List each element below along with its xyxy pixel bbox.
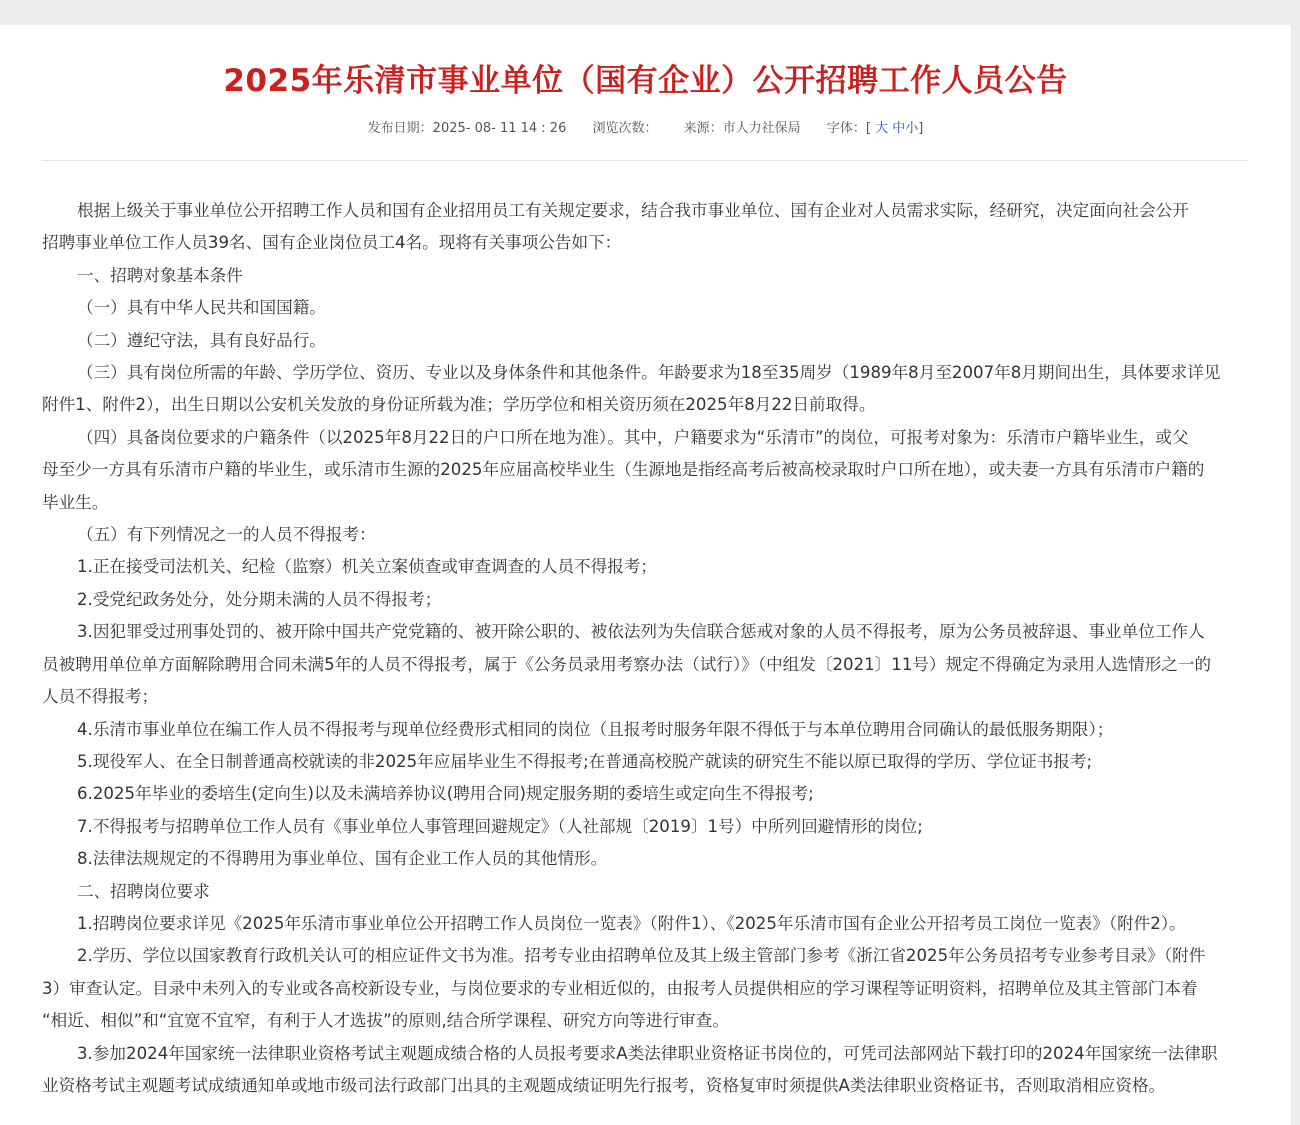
- article-page: [0, 25, 1291, 1125]
- article-meta: [0, 120, 1291, 138]
- font-size-small-link[interactable]: 小: [905, 121, 919, 136]
- body-line: 7.不得报考与招聘单位工作人员有《事业单位人事管理回避规定》（人社部规〔2019〕1号）中所列回避情形的岗位;: [77, 816, 923, 836]
- title-divider: [42, 160, 1248, 161]
- body-line: 母至少一方具有乐清市户籍的毕业生，或乐清市生源的2025年应届高校毕业生（生源地是指经高考后被高校录取时户口所在地），或夫妻一方具有乐清市户籍的: [42, 460, 1205, 480]
- body-line: （二）遵纪守法，具有良好品行。: [77, 330, 326, 350]
- source-value: 市人力社保局: [722, 121, 801, 136]
- body-line: 5.现役军人、在全日制普通高校就读的非2025年应届毕业生不得报考;在普通高校脱产就读的研究生不能以原已取得的学历、学位证书报考;: [77, 751, 1093, 771]
- body-line: （三）具有岗位所需的年龄、学历学位、资历、专业以及身体条件和其他条件。年龄要求为18至35周岁（1989年8月至2007年8月期间出生，具体要求详见: [77, 363, 1221, 383]
- body-line: 3.参加2024年国家统一法律职业资格考试主观题成绩合格的人员报考要求A类法律职业资格证书岗位的，可凭司法部网站下载打印的2024年国家统一法律职: [77, 1043, 1218, 1063]
- body-line: 8.法律法规规定的不得聘用为事业单位、国有企业工作人员的其他情形。: [77, 849, 608, 869]
- body-line: （五）有下列情况之一的人员不得报考：: [77, 525, 376, 545]
- body-line: 6.2025年毕业的委培生(定向生)以及未满培养协议(聘用合同)规定服务期的委培生或定向生不得报考;: [77, 784, 814, 804]
- bracket-open: [: [865, 121, 871, 136]
- publish-date-label: 发布日期：: [367, 121, 433, 136]
- view-count-label: 浏览次数：: [592, 121, 658, 136]
- font-size-label: 字体：: [826, 121, 866, 136]
- body-line: 招聘事业单位工作人员39名、国有企业岗位员工4名。现将有关事项公告如下：: [42, 233, 622, 253]
- body-line: “相近、相似”和“宜宽不宜窄，有利于人才选拔”的原则,结合所学课程、研究方向等进行审查。: [42, 1011, 729, 1031]
- body-line: 3.因犯罪受过刑事处罚的、被开除中国共产党党籍的、被开除公职的、被依法列为失信联合惩戒对象的人员不得报考，原为公务员被辞退、事业单位工作人: [77, 622, 1205, 642]
- body-line: 4.乐清市事业单位在编工作人员不得报考与现单位经费形式相同的岗位（且报考时服务年限不得低于与本单位聘用合同确认的最低服务期限）；: [77, 719, 1114, 739]
- body-line: 员被聘用单位单方面解除聘用合同未满5年的人员不得报考，属于《公务员录用考察办法（试行）》（中组发〔2021〕11号）规定不得确定为录用人选情形之一的: [42, 654, 1212, 674]
- body-line: 二、招聘岗位要求: [77, 881, 210, 901]
- article-body: [42, 195, 1252, 1102]
- body-line: 3）审查认定。目录中未列入的专业或各高校新设专业，与岗位要求的专业相近似的，由报考人员提供相应的学习课程等证明资料，招聘单位及其主管部门本着: [42, 978, 1198, 998]
- body-line: （四）具备岗位要求的户籍条件（以2025年8月22日的户口所在地为准）。其中，户籍要求为“乐清市”的岗位，可报考对象为：乐清市户籍毕业生，或父: [77, 427, 1189, 447]
- body-line: 2.受党纪政务处分，处分期未满的人员不得报考；: [77, 589, 442, 609]
- font-size-large-link[interactable]: 大: [875, 121, 889, 136]
- body-line: 1.招聘岗位要求详见《2025年乐清市事业单位公开招聘工作人员岗位一览表》（附件1）、《2025年乐清市国有企业公开招考员工岗位一览表》（附件2）。: [77, 913, 1186, 933]
- body-line: 1.正在接受司法机关、纪检（监察）机关立案侦查或审查调查的人员不得报考；: [77, 557, 658, 577]
- body-line: 2.学历、学位以国家教育行政机关认可的相应证件文书为准。招考专业由招聘单位及其上级主管部门参考《浙江省2025年公务员招考专业参考目录》（附件: [77, 946, 1206, 966]
- source-info: [684, 121, 801, 136]
- body-line: 一、招聘对象基本条件: [77, 265, 243, 285]
- body-line: （一）具有中华人民共和国国籍。: [77, 298, 326, 318]
- view-count-info: [593, 121, 658, 136]
- body-line: 根据上级关于事业单位公开招聘工作人员和国有企业招用员工有关规定要求，结合我市事业单位、国有企业对人员需求实际，经研究，决定面向社会公开: [77, 201, 1189, 220]
- publish-date: 2025- 08- 11 14 : 26: [432, 121, 567, 136]
- bracket-close: ]: [918, 121, 924, 136]
- publish-date-info: [368, 121, 567, 136]
- source-label: 来源：: [683, 121, 723, 136]
- body-line: 毕业生。: [42, 492, 109, 512]
- body-line: 附件1、附件2），出生日期以公安机关发放的身份证所载为准；学历学位和相关资历须在2025年8月22日前取得。: [42, 395, 876, 415]
- body-line: 业资格考试主观题考试成绩通知单或地市级司法行政部门出具的主观题成绩证明先行报考，资格复审时须提供A类法律职业资格证书，否则取消相应资格。: [42, 1075, 1166, 1095]
- body-line: 人员不得报考；: [42, 687, 159, 707]
- font-size-medium-link[interactable]: 中: [892, 121, 906, 136]
- article-title: 2025年乐清市事业单位（国有企业）公开招聘工作人员公告: [223, 63, 1068, 99]
- font-size-selector: [827, 121, 924, 136]
